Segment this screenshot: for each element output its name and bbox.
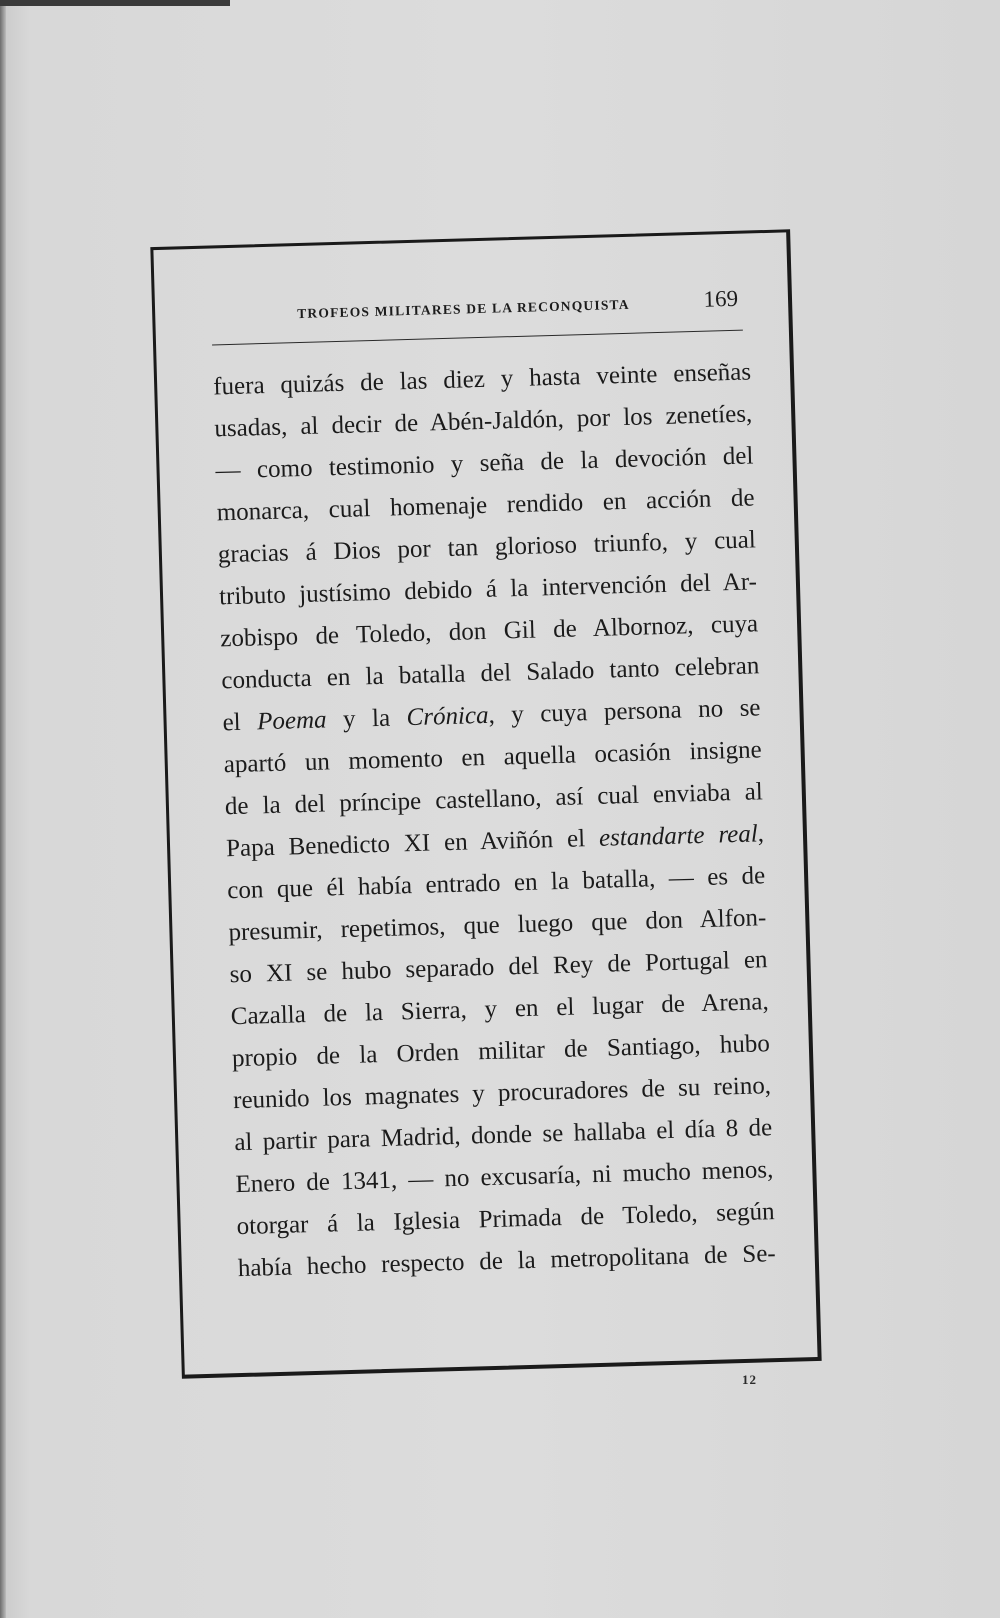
- text-line: conducta en la batalla del Salado tanto celebran: [221, 652, 760, 695]
- text-line: presumir, repetimos, que luego que don Alfon-: [228, 904, 767, 947]
- text-run: ,: [757, 820, 765, 848]
- running-head: [211, 285, 749, 330]
- text-line: con que él había entrado en la batalla, — es de: [226, 862, 766, 905]
- text-run: , y cuya persona no se: [488, 694, 761, 729]
- text-line: de la del príncipe castellano, así cual enviaba al: [224, 778, 764, 821]
- text-line: Cazalla de la Sierra, y en el lugar de Arena,: [230, 988, 770, 1031]
- text-line: había hecho respecto de la metropolitana de Se-: [237, 1240, 777, 1283]
- signature-mark: 12: [742, 1372, 757, 1387]
- italic-title-poema: Poema: [256, 706, 327, 736]
- text-run: Papa Benedicto XI en Aviñón el: [225, 824, 600, 863]
- binding-edge: [0, 0, 6, 1618]
- text-line: apartó un momento en aquella ocasión insigne: [223, 736, 762, 779]
- text-line: — como testimonio y seña de la devoción del: [215, 442, 754, 485]
- text-line: zobispo de Toledo, don Gil de Albornoz, cuya: [219, 610, 759, 653]
- text-line: tributo justísimo debido á la intervención del Ar-: [218, 568, 758, 611]
- text-line: propio de la Orden militar de Santiago, hubo: [231, 1030, 771, 1073]
- italic-title-cronica: Crónica: [406, 701, 489, 732]
- header-rule: [212, 330, 743, 346]
- text-line: fuera quizás de las diez y hasta veinte enseñas: [212, 358, 752, 401]
- top-edge-shadow: [0, 0, 230, 6]
- page-number: 169: [703, 285, 739, 312]
- text-line: reunido los magnates y procuradores de su reino,: [232, 1072, 772, 1115]
- running-title: TROFEOS MILITARES DE LA RECONQUISTA: [297, 296, 630, 322]
- text-line: al partir para Madrid, donde se hallaba el día 8 de: [233, 1114, 773, 1157]
- text-run: el: [222, 708, 258, 737]
- page-frame: [150, 229, 821, 1378]
- italic-estandarte-real: estandarte real: [598, 820, 759, 852]
- text-line: gracias á Dios por tan glorioso triunfo, y cual: [217, 526, 757, 569]
- text-line: monarca, cual homenaje rendido en acción de: [216, 484, 755, 527]
- text-line: Enero de 1341, — no excusaría, ni mucho menos,: [235, 1156, 774, 1199]
- text-line: usadas, al decir de Abén-Jaldón, por los zenetíes,: [214, 400, 753, 443]
- text-run: y la: [326, 704, 407, 734]
- text-line: otorgar á la Iglesia Primada de Toledo, según: [236, 1198, 775, 1241]
- text-line: so XI se hubo separado del Rey de Portugal en: [229, 946, 768, 989]
- body-text: [213, 351, 777, 1290]
